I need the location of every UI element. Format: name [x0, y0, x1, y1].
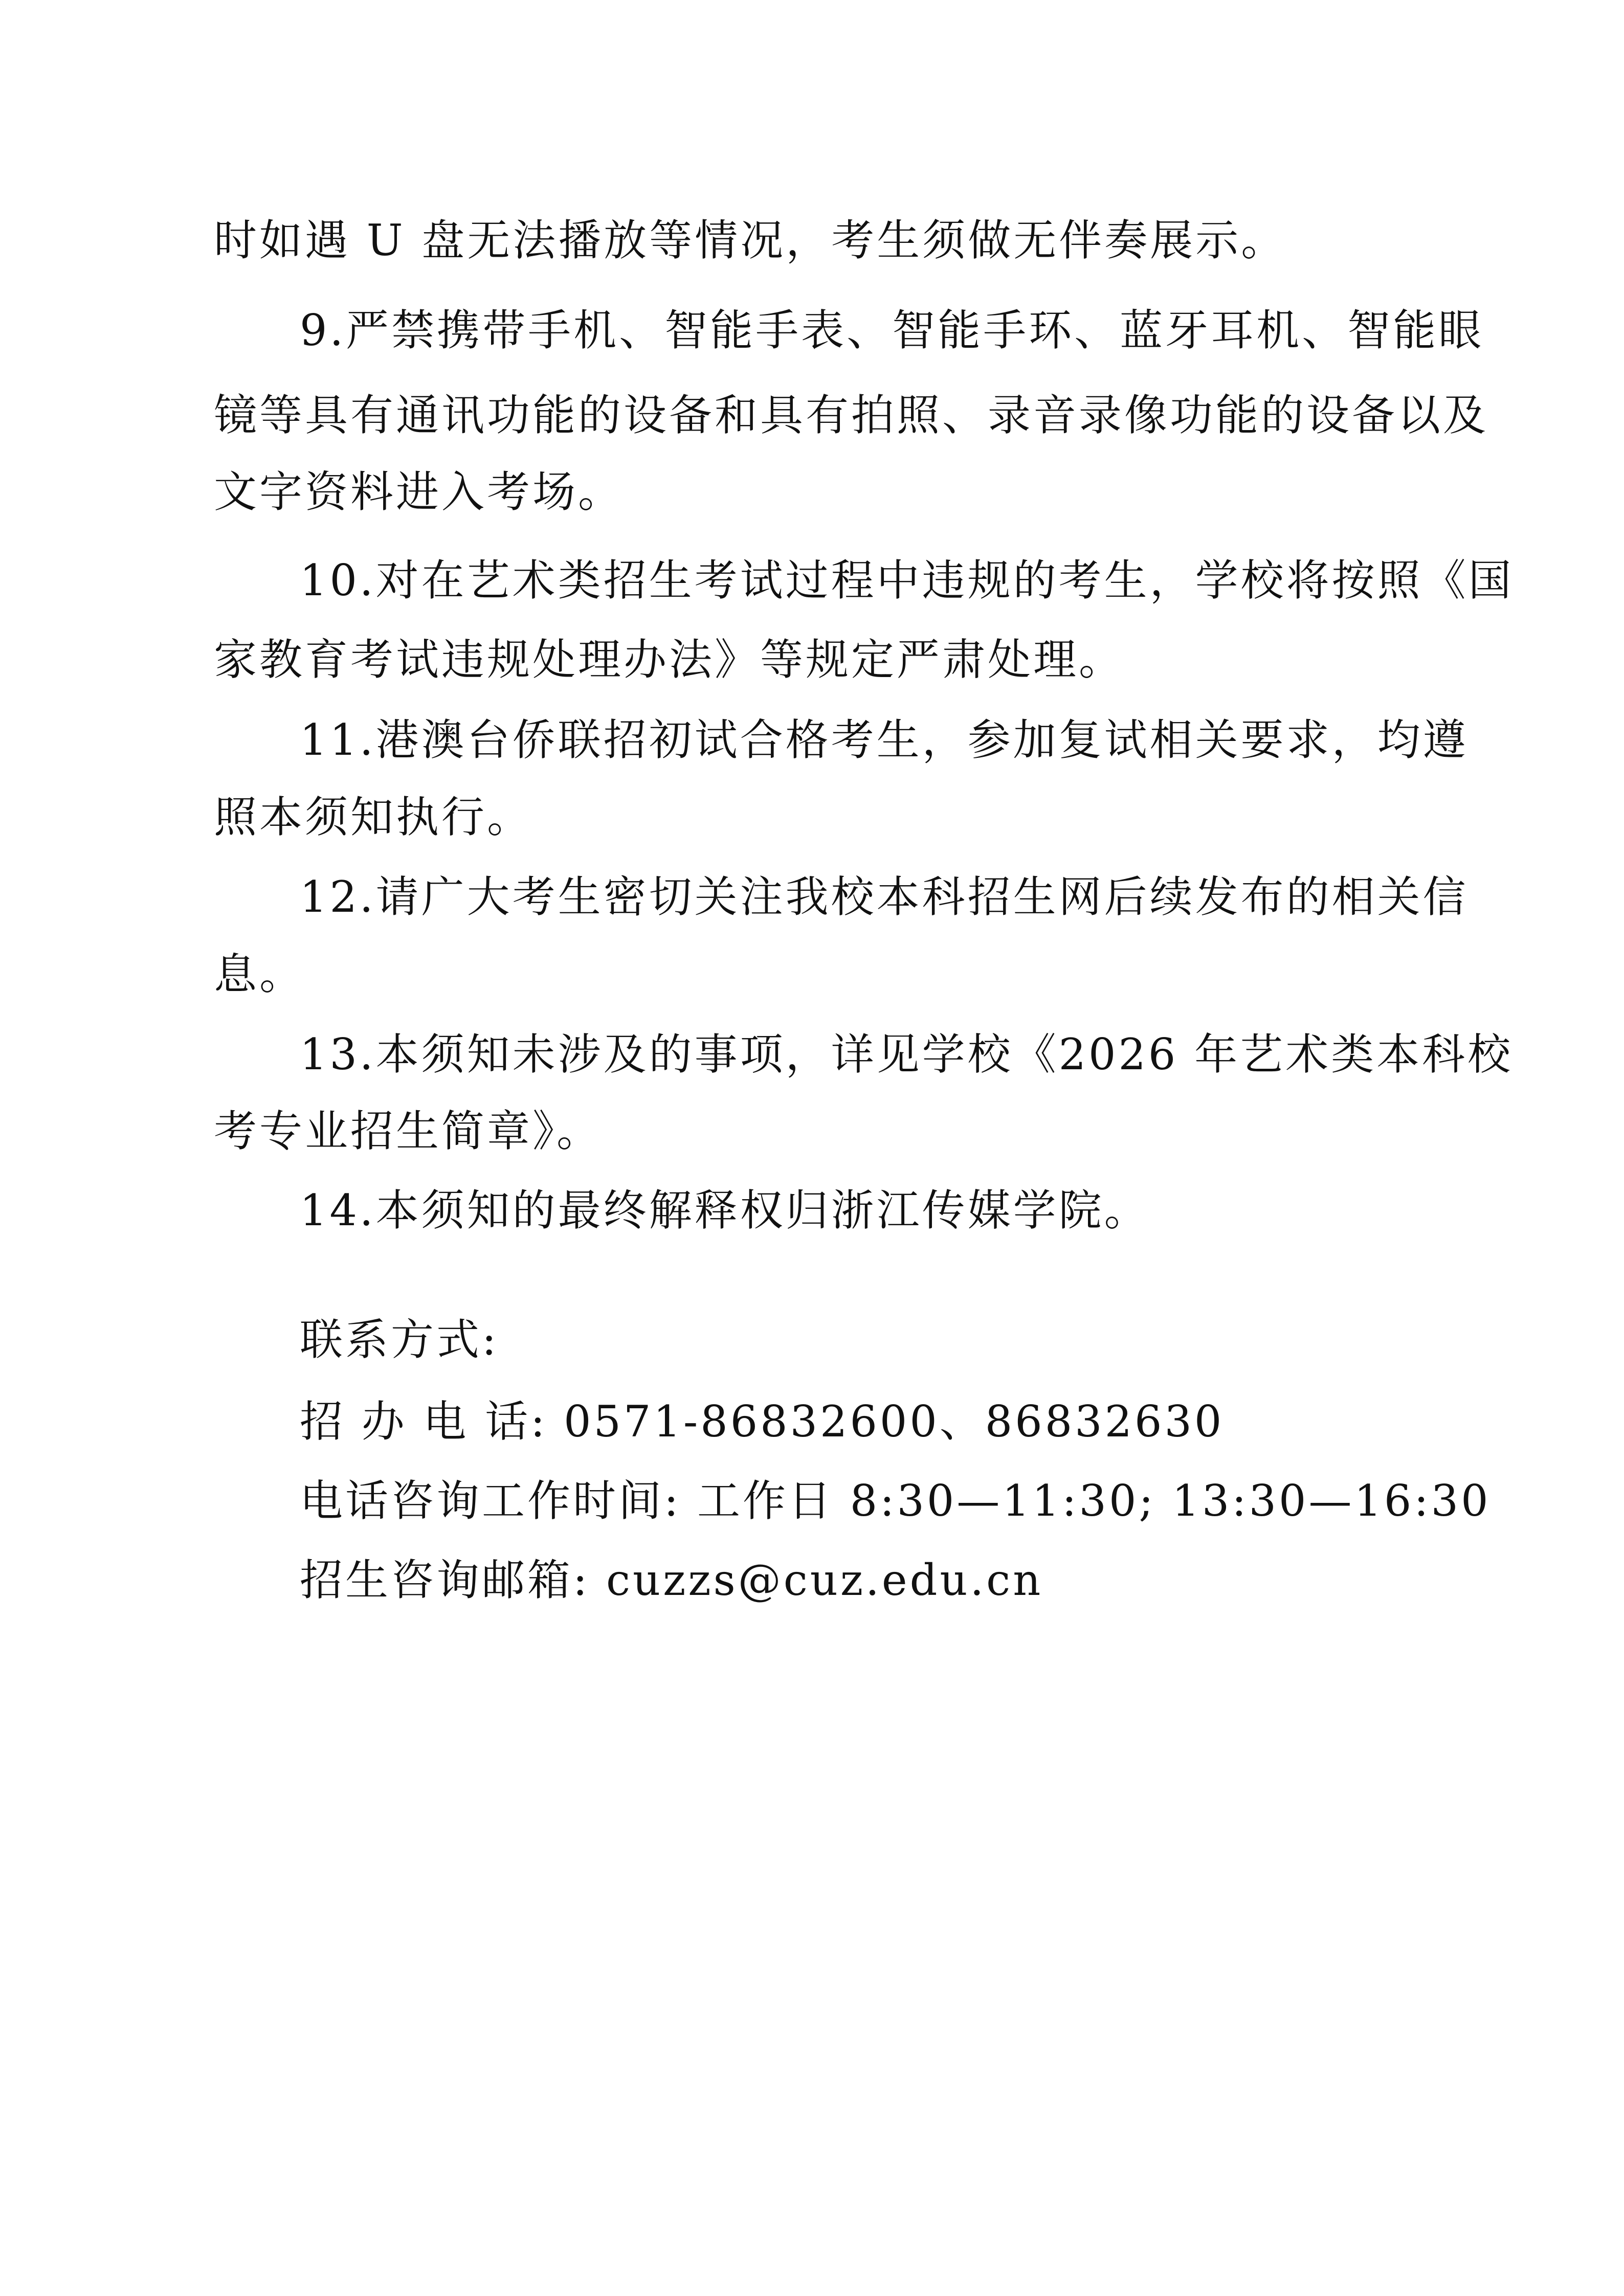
paragraph-13-line-2: 考专业招生简章》。: [214, 1106, 603, 1156]
paragraph-14-line-1: 14.本须知的最终解释权归浙江传媒学院。: [300, 1185, 1150, 1235]
paragraph-10-line-1: 10.对在艺术类招生考试过程中违规的考生，学校将按照《国: [300, 555, 1514, 605]
paragraph-9-line-1: 9.严禁携带手机、智能手表、智能手环、蓝牙耳机、智能眼: [300, 305, 1484, 355]
paragraph-12-line-1: 12.请广大考生密切关注我校本科招生网后续发布的相关信: [300, 872, 1469, 922]
paragraph-9-line-2: 镜等具有通讯功能的设备和具有拍照、录音录像功能的设备以及: [214, 390, 1489, 440]
paragraph-10-line-2: 家教育考试违规处理办法》等规定严肃处理。: [214, 635, 1125, 685]
paragraph-11-line-2: 照本须知执行。: [214, 792, 533, 842]
paragraph-11-line-1: 11.港澳台侨联招初试合格考生，参加复试相关要求，均遵: [300, 715, 1469, 765]
paragraph-9-line-3: 文字资料进入考场。: [214, 467, 624, 517]
contact-hours: 电话咨询工作时间: 工作日 8:30—11:30; 13:30—16:30: [300, 1476, 1491, 1526]
contact-email: 招生咨询邮箱: cuzzs@cuz.edu.cn: [300, 1555, 1043, 1605]
contact-phone: 招 办 电 话: 0571-86832600、86832630: [300, 1397, 1225, 1447]
paragraph-13-line-1: 13.本须知未涉及的事项，详见学校《2026 年艺术类本科校: [300, 1029, 1514, 1079]
paragraph-8-line-2: 时如遇 U 盘无法播放等情况，考生须做无伴奏展示。: [214, 215, 1287, 265]
contact-heading: 联系方式:: [300, 1315, 499, 1365]
paragraph-12-line-2: 息。: [214, 949, 305, 999]
